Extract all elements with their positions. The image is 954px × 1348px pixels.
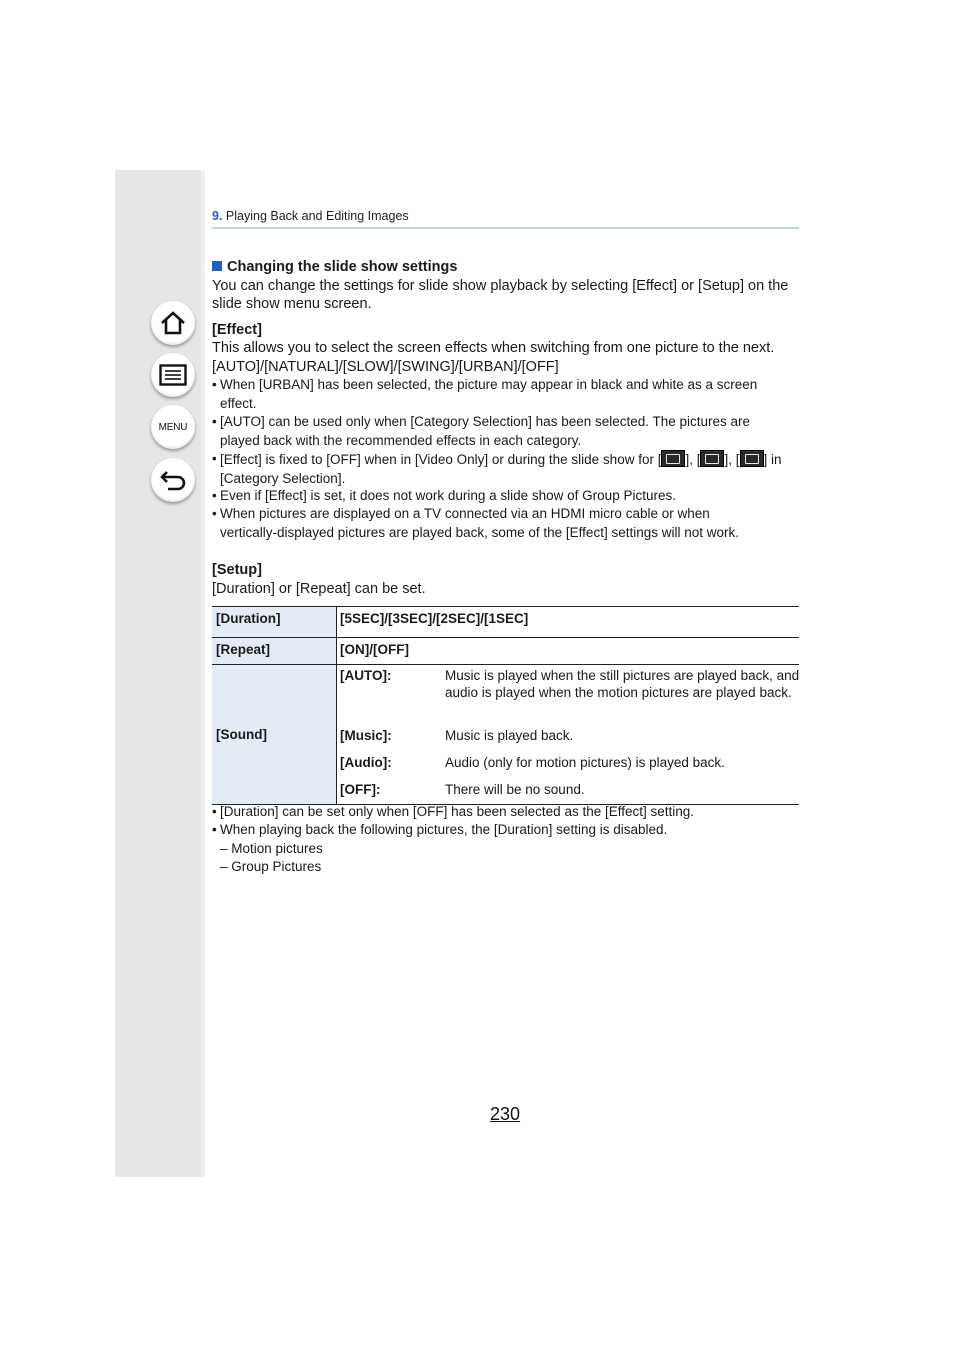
sub-note: – Motion pictures [220, 841, 323, 856]
contents-button[interactable] [151, 353, 195, 397]
table-row [212, 638, 799, 665]
section-square-icon [212, 261, 222, 271]
table-row [212, 607, 799, 638]
section-intro-line-2: slide show menu screen. [212, 296, 372, 312]
sound-option-key: [Audio]: [340, 755, 392, 770]
back-button[interactable] [151, 458, 195, 502]
chapter-number: 9. [212, 209, 223, 223]
home-button[interactable] [151, 301, 195, 345]
sound-option-desc: Audio (only for motion pictures) is played back. [445, 755, 725, 770]
burst-group-icon [661, 450, 685, 467]
sound-label: [Sound] [212, 665, 337, 805]
effect-options: [AUTO]/[NATURAL]/[SLOW]/[SWING]/[URBAN]/[OFF] [212, 359, 559, 375]
chapter-title: Playing Back and Editing Images [225, 209, 409, 223]
contents-list-icon [159, 364, 187, 386]
duration-value: [5SEC]/[3SEC]/[2SEC]/[1SEC] [340, 611, 529, 626]
sidebar-edge [201, 170, 205, 1177]
table-row [212, 665, 799, 805]
sound-option-key: [OFF]: [340, 782, 381, 797]
setup-table [212, 606, 799, 805]
setup-description: [Duration] or [Repeat] can be set. [212, 581, 426, 597]
sound-option-key: [Music]: [340, 728, 392, 743]
chapter-header [212, 209, 409, 223]
stop-motion-group-icon [740, 450, 764, 467]
section-heading: Changing the slide show settings [212, 258, 457, 276]
effect-heading: [Effect] [212, 322, 262, 338]
repeat-value: [ON]/[OFF] [340, 642, 409, 657]
home-icon [159, 310, 187, 336]
chapter-rule [212, 227, 799, 229]
sound-option-desc: Music is played back. [445, 728, 574, 743]
back-icon [159, 468, 187, 492]
sound-option-desc: There will be no sound. [445, 782, 585, 797]
sound-option-key: [AUTO]: [340, 668, 392, 683]
menu-button[interactable] [151, 405, 195, 449]
page-number: 230 [490, 1104, 521, 1124]
interval-group-icon [700, 450, 724, 467]
repeat-label: [Repeat] [212, 638, 337, 665]
section-intro-line-1: You can change the settings for slide show playback by selecting [Effect] or [Setup] on the [212, 278, 789, 294]
menu-icon: MENU [158, 421, 188, 433]
duration-label: [Duration] [212, 607, 337, 638]
setup-heading: [Setup] [212, 562, 262, 578]
effect-description: This allows you to select the screen effects when switching from one picture to the next. [212, 340, 775, 356]
sound-option-desc: Music is played when the still pictures are played back, and audio is played when the motion pictures are played back. [445, 668, 800, 700]
sub-note: – Group Pictures [220, 859, 322, 874]
